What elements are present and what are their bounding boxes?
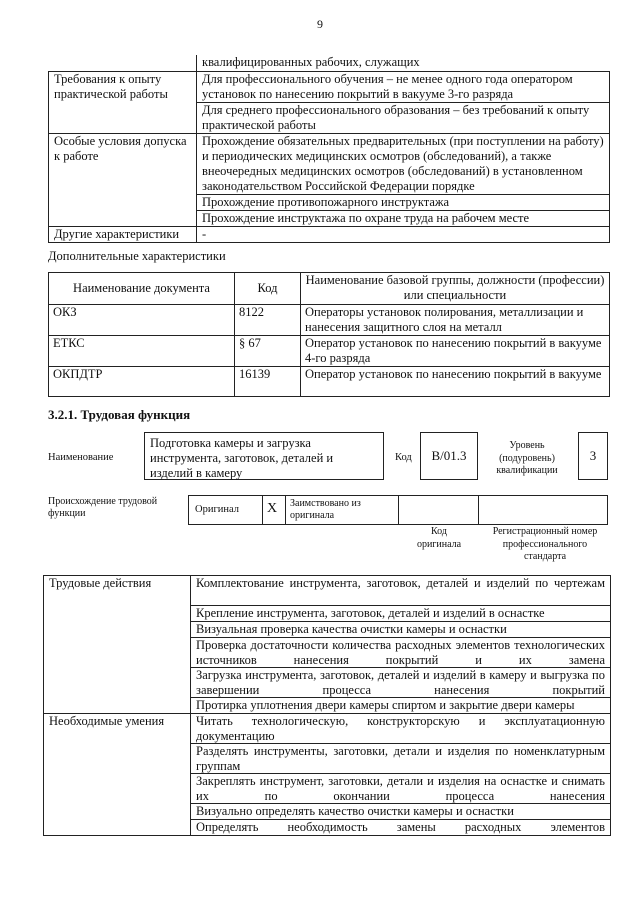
functions-table — [43, 575, 611, 836]
origin-label: Происхождение трудовой функции — [48, 496, 158, 519]
admission-label: Особые условия допуска к работе — [49, 133, 197, 226]
skill-item: Разделять инструменты, заготовки, детали и изделия по номенклатурным группам — [191, 744, 611, 774]
skills-label: Необходимые умения — [44, 714, 191, 836]
function-code: B/01.3 — [420, 432, 478, 480]
actions-label: Трудовые действия — [44, 576, 191, 714]
etks-code: § 67 — [235, 336, 301, 367]
level-value: 3 — [578, 432, 608, 480]
experience-label: Требования к опыту практической работы — [49, 71, 197, 133]
action-item: Крепление инструмента, заготовок, деталей и изделий в оснастке — [191, 606, 611, 622]
code-label: Код — [395, 452, 412, 463]
action-item: Визуальная проверка качества очистки камеры и оснастки — [191, 622, 611, 638]
action-item: Проверка достаточности количества расходных элементов технологических источников нанесения покрытий и их замена — [191, 638, 611, 668]
additional-table — [48, 272, 610, 397]
action-item: Протирка уплотнения двери камеры спиртом и закрытие двери камеры — [191, 698, 611, 714]
okpdtr-doc: ОКПДТР — [49, 367, 235, 397]
other-label: Другие характеристики — [49, 226, 197, 242]
page-number: 9 — [317, 17, 323, 31]
action-item: Загрузка инструмента, заготовок, деталей и изделий в камеру и выгрузка по завершении процесса нанесения покрытий — [191, 668, 611, 698]
reg-number-label: Регистрационный номер профессионального стандарта — [492, 526, 598, 562]
skill-item: Закреплять инструмент, заготовки, детали и изделия на оснастке и снимать их по окончании процесса нанесения — [191, 774, 611, 804]
skill-item: Определять необходимость замены расходных элементов — [191, 820, 611, 836]
experience-line-2: Для среднего профессионального образования – без требований к опыту практической работы — [197, 102, 610, 133]
other-value: - — [197, 226, 610, 242]
admission-line-2: Прохождение противопожарного инструктажа — [197, 194, 610, 210]
admission-line-3: Прохождение инструктажа по охране труда на рабочем месте — [197, 210, 610, 226]
header-code: Код — [235, 273, 301, 305]
name-label: Наименование — [48, 452, 114, 463]
skill-item: Читать технологическую, конструкторскую и эксплуатационную документацию — [191, 714, 611, 744]
okz-doc: ОКЗ — [49, 305, 235, 336]
skill-item: Визуально определять качество очистки камеры и оснастки — [191, 804, 611, 820]
section-title: 3.2.1. Трудовая функция — [48, 407, 191, 422]
okz-name: Операторы установок полирования, металлизации и нанесения защитного слоя на металл — [301, 305, 610, 336]
continuation-text: квалифицированных рабочих, служащих — [197, 55, 610, 71]
okpdtr-code: 16139 — [235, 367, 301, 397]
etks-doc: ЕТКС — [49, 336, 235, 367]
admission-line-1: Прохождение обязательных предварительных (при поступлении на работу) и периодических медицинских осмотров (обследований), а также внеочередных медицинских осмотров (обследований) в установленном законодательством Российской Федерации порядке — [197, 133, 610, 194]
qualification-table — [48, 55, 610, 243]
borrowed-label: Заимствовано из оригинала — [290, 498, 361, 521]
experience-line-1: Для профессионального обучения – не менее одного года оператором установок по нанесению покрытий в вакууме 3-го разряда — [197, 71, 610, 102]
header-doc: Наименование документа — [49, 273, 235, 305]
original-label: Оригинал — [195, 504, 239, 515]
etks-name: Оператор установок по нанесению покрытий в вакууме 4-го разряда — [301, 336, 610, 367]
code-original-label: Код оригинала — [416, 526, 462, 550]
function-name: Подготовка камеры и загрузка инструмента, заготовок, деталей и изделий в камеру — [144, 432, 384, 480]
additional-title: Дополнительные характеристики — [48, 249, 226, 263]
okpdtr-name: Оператор установок по нанесению покрытий в вакууме — [301, 367, 610, 397]
header-name: Наименование базовой группы, должности (профессии) или специальности — [301, 273, 610, 305]
original-mark: X — [267, 501, 278, 516]
action-item: Комплектование инструмента, заготовок, деталей и изделий по чертежам — [191, 576, 611, 606]
okz-code: 8122 — [235, 305, 301, 336]
level-label: Уровень (подуровень) квалификации — [496, 440, 558, 476]
